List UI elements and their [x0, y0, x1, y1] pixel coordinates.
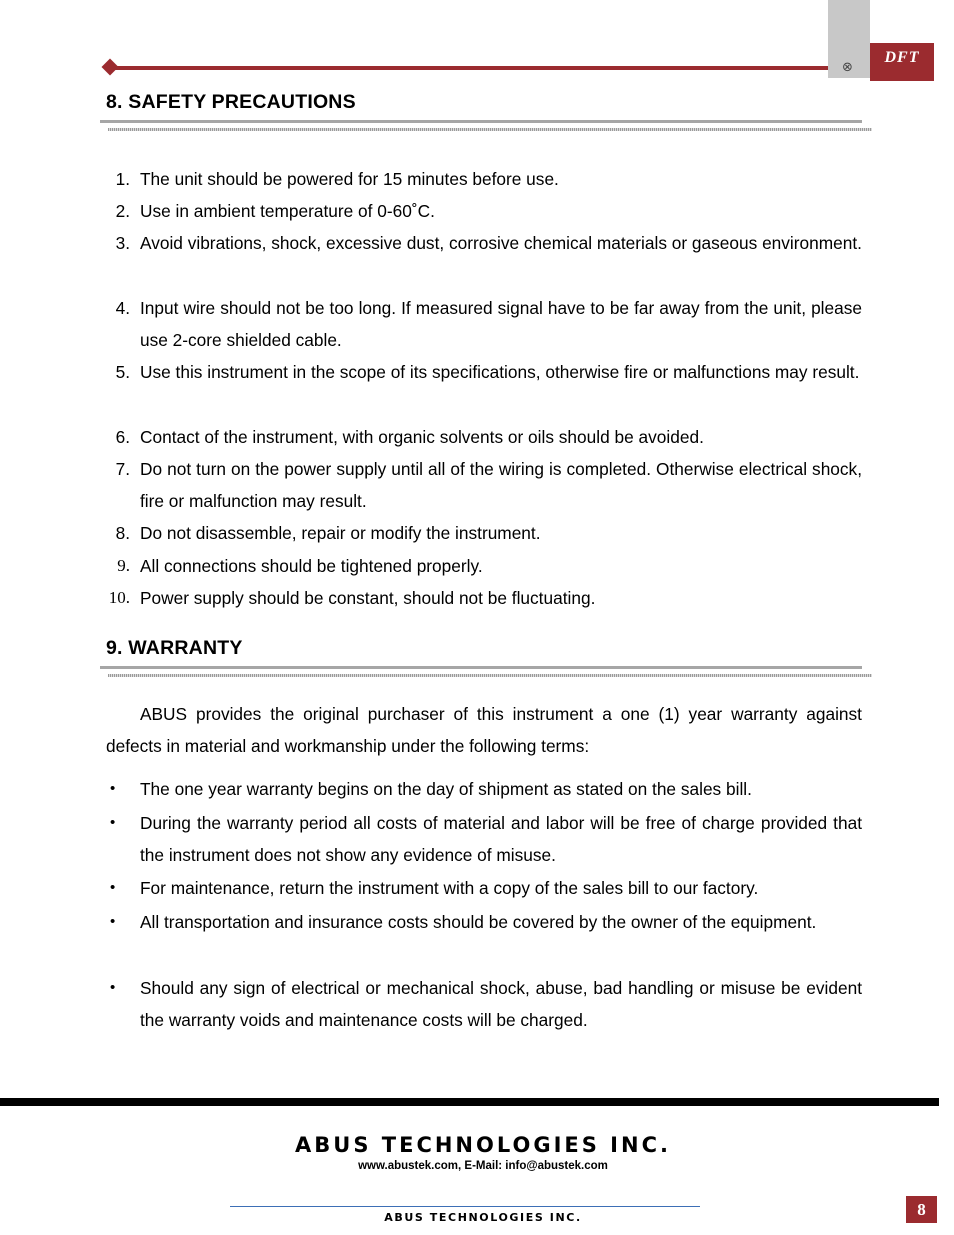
bullet-item	[106, 872, 862, 904]
list-item	[106, 292, 862, 357]
header-cross-mark-icon: ⊗	[842, 60, 853, 75]
bullet-item	[106, 906, 862, 938]
bullet-dot-icon: •	[110, 879, 116, 896]
list-text: Do not disassemble, repair or modify the instrument.	[140, 523, 541, 543]
list-number: 8.	[115, 523, 130, 543]
list-item	[106, 453, 862, 518]
list-item	[106, 227, 862, 259]
list-number: 10.	[108, 588, 130, 607]
footer-contact: www.abustek.com, E-Mail: info@abustek.com	[358, 1160, 608, 1172]
header-rule	[110, 66, 830, 70]
bullet-text: During the warranty period all costs of material and labor will be free of charge provided that the instrument does not show any evidence of misuse.	[140, 813, 862, 866]
header-badge-label: DFT	[884, 49, 920, 66]
bullet-dot-icon: •	[110, 814, 116, 831]
section-rule-top	[100, 666, 862, 669]
section-rule-bottom	[108, 128, 872, 131]
bullet-dot-icon: •	[110, 780, 116, 797]
section-title-warranty: 9. WARRANTY	[106, 637, 243, 659]
bullet-dot-icon: •	[110, 979, 116, 996]
list-item	[106, 421, 862, 453]
header-badge	[870, 43, 934, 81]
list-text: Power supply should be constant, should not be fluctuating.	[140, 588, 596, 608]
footer-bar	[0, 1098, 939, 1106]
page-number: 8	[906, 1196, 937, 1223]
list-text: Do not turn on the power supply until all of the wiring is completed. Otherwise electrical shock, fire or malfunction may result.	[140, 459, 862, 512]
list-number: 2.	[115, 201, 130, 221]
section-rule-top	[100, 120, 862, 123]
bullet-item	[106, 807, 862, 872]
header-diamond-ornament	[102, 59, 119, 76]
list-text: All connections should be tightened properly.	[140, 556, 483, 576]
list-text: Use this instrument in the scope of its specifications, otherwise fire or malfunctions may result.	[140, 362, 860, 382]
list-item	[106, 582, 862, 614]
list-text: The unit should be powered for 15 minutes before use.	[140, 169, 559, 189]
list-item	[106, 163, 862, 195]
bullet-item	[106, 773, 862, 805]
list-number: 7.	[115, 459, 130, 479]
footer-company-name-small: ABUS TECHNOLOGIES INC.	[384, 1211, 582, 1224]
list-number: 1.	[115, 169, 130, 189]
footer-company-name: ABUS TECHNOLOGIES INC.	[295, 1133, 671, 1157]
bullet-text: All transportation and insurance costs should be covered by the owner of the equipment.	[140, 912, 817, 932]
list-text: Use in ambient temperature of 0-60˚C.	[140, 201, 435, 221]
warranty-intro: ABUS provides the original purchaser of this instrument a one (1) year warranty against defects in material and workmanship under the following terms:	[106, 704, 862, 757]
list-text: Contact of the instrument, with organic solvents or oils should be avoided.	[140, 427, 704, 447]
list-number: 3.	[115, 233, 130, 253]
footer-divider	[230, 1206, 700, 1207]
section-title-safety: 8. SAFETY PRECAUTIONS	[106, 91, 356, 113]
bullet-text: For maintenance, return the instrument with a copy of the sales bill to our factory.	[140, 878, 759, 898]
bullet-text: Should any sign of electrical or mechanical shock, abuse, bad handling or misuse be evident the warranty voids and maintenance costs will be charged.	[140, 978, 862, 1031]
list-number: 4.	[115, 298, 130, 318]
list-item	[106, 550, 862, 582]
list-item	[106, 195, 862, 227]
list-item	[106, 356, 862, 388]
bullet-item	[106, 972, 862, 1037]
list-number: 9.	[117, 556, 130, 575]
list-number: 5.	[115, 362, 130, 382]
list-item	[106, 517, 862, 549]
section-rule-bottom	[108, 674, 872, 677]
list-text: Avoid vibrations, shock, excessive dust, corrosive chemical materials or gaseous environment.	[140, 233, 862, 253]
list-number: 6.	[115, 427, 130, 447]
list-text: Input wire should not be too long. If measured signal have to be far away from the unit, please use 2-core shielded cable.	[140, 298, 862, 351]
bullet-dot-icon: •	[110, 913, 116, 930]
bullet-text: The one year warranty begins on the day of shipment as stated on the sales bill.	[140, 779, 752, 799]
